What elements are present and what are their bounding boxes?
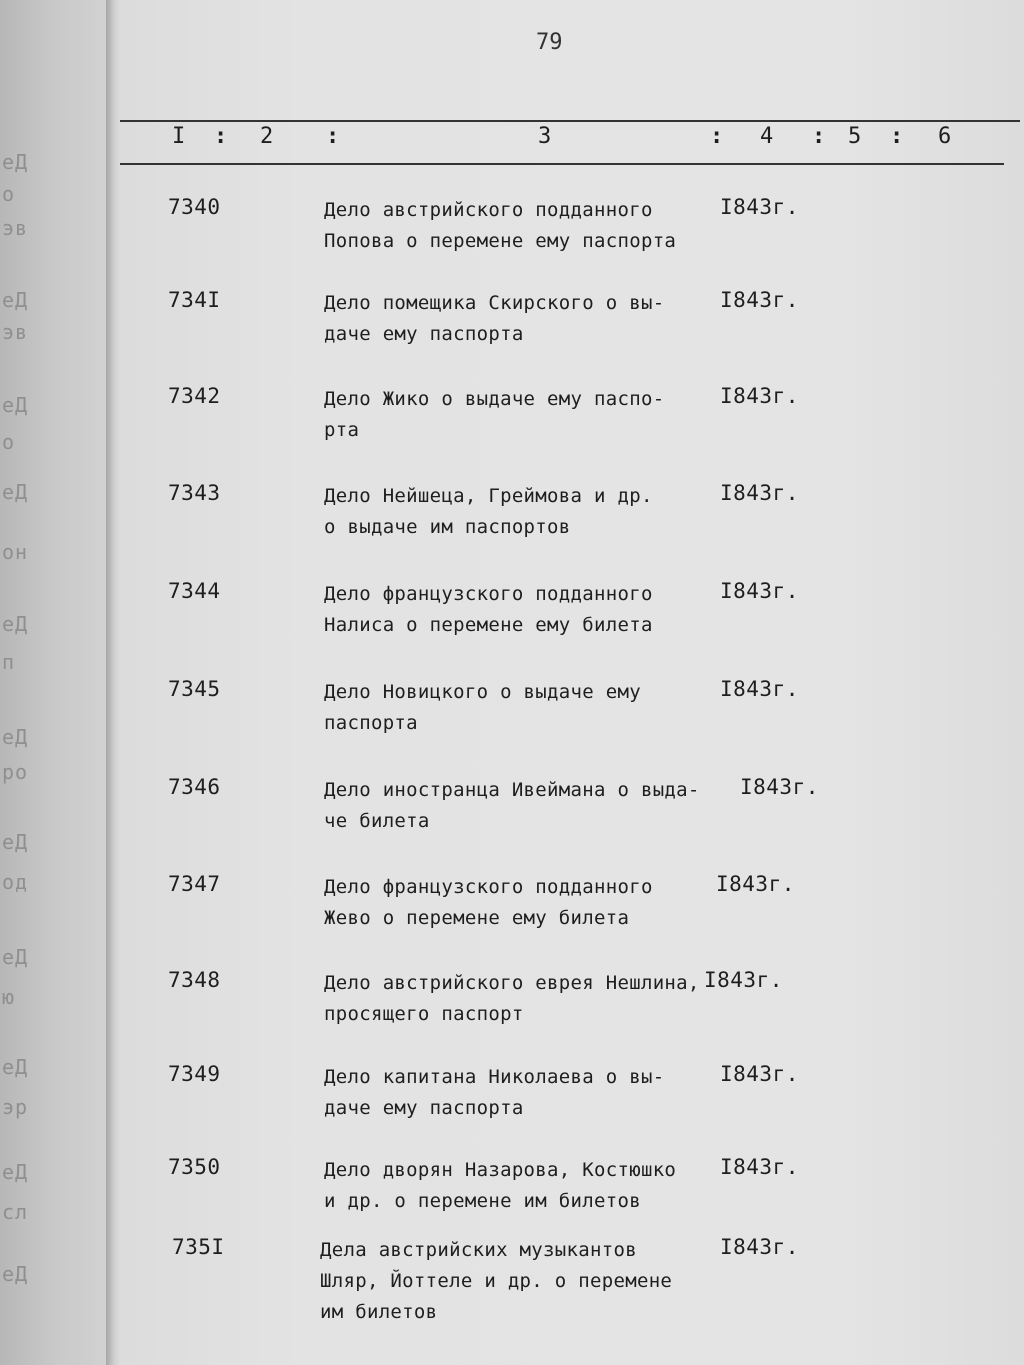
inventory-entry [0, 288, 1024, 368]
entry-date: I843г. [704, 968, 783, 992]
entry-number: 7344 [168, 579, 221, 603]
entry-number: 7348 [168, 968, 221, 992]
entry-title: Дело Нейшеца, Греймова и др. о выдаче им паспортов [324, 485, 653, 538]
inventory-entry [0, 481, 1024, 561]
entry-number: 7346 [168, 775, 221, 799]
inventory-entry [0, 775, 1024, 855]
entry-date: I843г. [720, 677, 799, 701]
inventory-entry [0, 579, 1024, 659]
header-rule-top [120, 120, 1020, 122]
column-separator: : [890, 124, 904, 149]
entry-number: 7350 [168, 1155, 221, 1179]
inventory-entry [0, 195, 1024, 275]
entry-title: Дело австрийского еврея Нешлина, просящего паспорт [324, 972, 700, 1025]
inventory-entry [0, 968, 1024, 1048]
entry-date: I843г. [716, 872, 795, 896]
entry-date: I843г. [720, 1235, 799, 1259]
column-header-1: I [172, 124, 186, 149]
entry-number: 735I [172, 1235, 225, 1259]
inventory-entry [0, 384, 1024, 464]
entry-number: 7340 [168, 195, 221, 219]
entry-date: I843г. [720, 1155, 799, 1179]
column-header-5: 5 [848, 124, 862, 149]
entry-title: Дело французского подданного Жево о перемене ему билета [324, 876, 653, 929]
entry-title: Дело Новицкого о выдаче ему паспорта [324, 681, 641, 734]
entry-date: I843г. [740, 775, 819, 799]
column-header-4: 4 [760, 124, 774, 149]
entry-title: Дело Жико о выдаче ему паспо- рта [324, 388, 665, 441]
entry-date: I843г. [720, 481, 799, 505]
inventory-entry [0, 872, 1024, 952]
entry-date: I843г. [720, 579, 799, 603]
column-separator: : [710, 124, 724, 149]
facing-page-edge: еД о эв еД эв еД о еД он еД п еД ро еД од еД ю еД эр еД сл еД [0, 0, 112, 1365]
column-separator: : [214, 124, 228, 149]
entry-date: I843г. [720, 288, 799, 312]
header-rule-bottom [120, 163, 1004, 165]
inventory-entry [0, 1155, 1024, 1235]
entry-title: Дело дворян Назарова, Костюшко и др. о перемене им билетов [324, 1159, 677, 1212]
entry-date: I843г. [720, 1062, 799, 1086]
entry-number: 7345 [168, 677, 221, 701]
column-header-3: 3 [538, 124, 552, 149]
entry-number: 7349 [168, 1062, 221, 1086]
column-separator: : [812, 124, 826, 149]
column-separator: : [326, 124, 340, 149]
inventory-entry [0, 1235, 1024, 1345]
entry-title: Дело помещика Скирского о вы- даче ему паспорта [324, 292, 665, 345]
entry-title: Дело французского подданного Налиса о перемене ему билета [324, 583, 653, 636]
entry-title: Дело капитана Николаева о вы- даче ему паспорта [324, 1066, 665, 1119]
inventory-entry [0, 1062, 1024, 1142]
entry-date: I843г. [720, 384, 799, 408]
entry-number: 734I [168, 288, 221, 312]
entry-title: Дело австрийского подданного Попова о перемене ему паспорта [324, 199, 677, 252]
entry-title: Дело иностранца Ивеймана о выда- че билета [324, 779, 700, 832]
entry-title: Дела австрийских музыкантов Шляр, Йоттеле и др. о перемене им билетов [320, 1239, 673, 1323]
column-header-6: 6 [938, 124, 952, 149]
page-number: 79 [536, 30, 563, 55]
entry-number: 7343 [168, 481, 221, 505]
entry-date: I843г. [720, 195, 799, 219]
inventory-entry [0, 677, 1024, 757]
entry-number: 7342 [168, 384, 221, 408]
column-header-2: 2 [260, 124, 274, 149]
entry-number: 7347 [168, 872, 221, 896]
